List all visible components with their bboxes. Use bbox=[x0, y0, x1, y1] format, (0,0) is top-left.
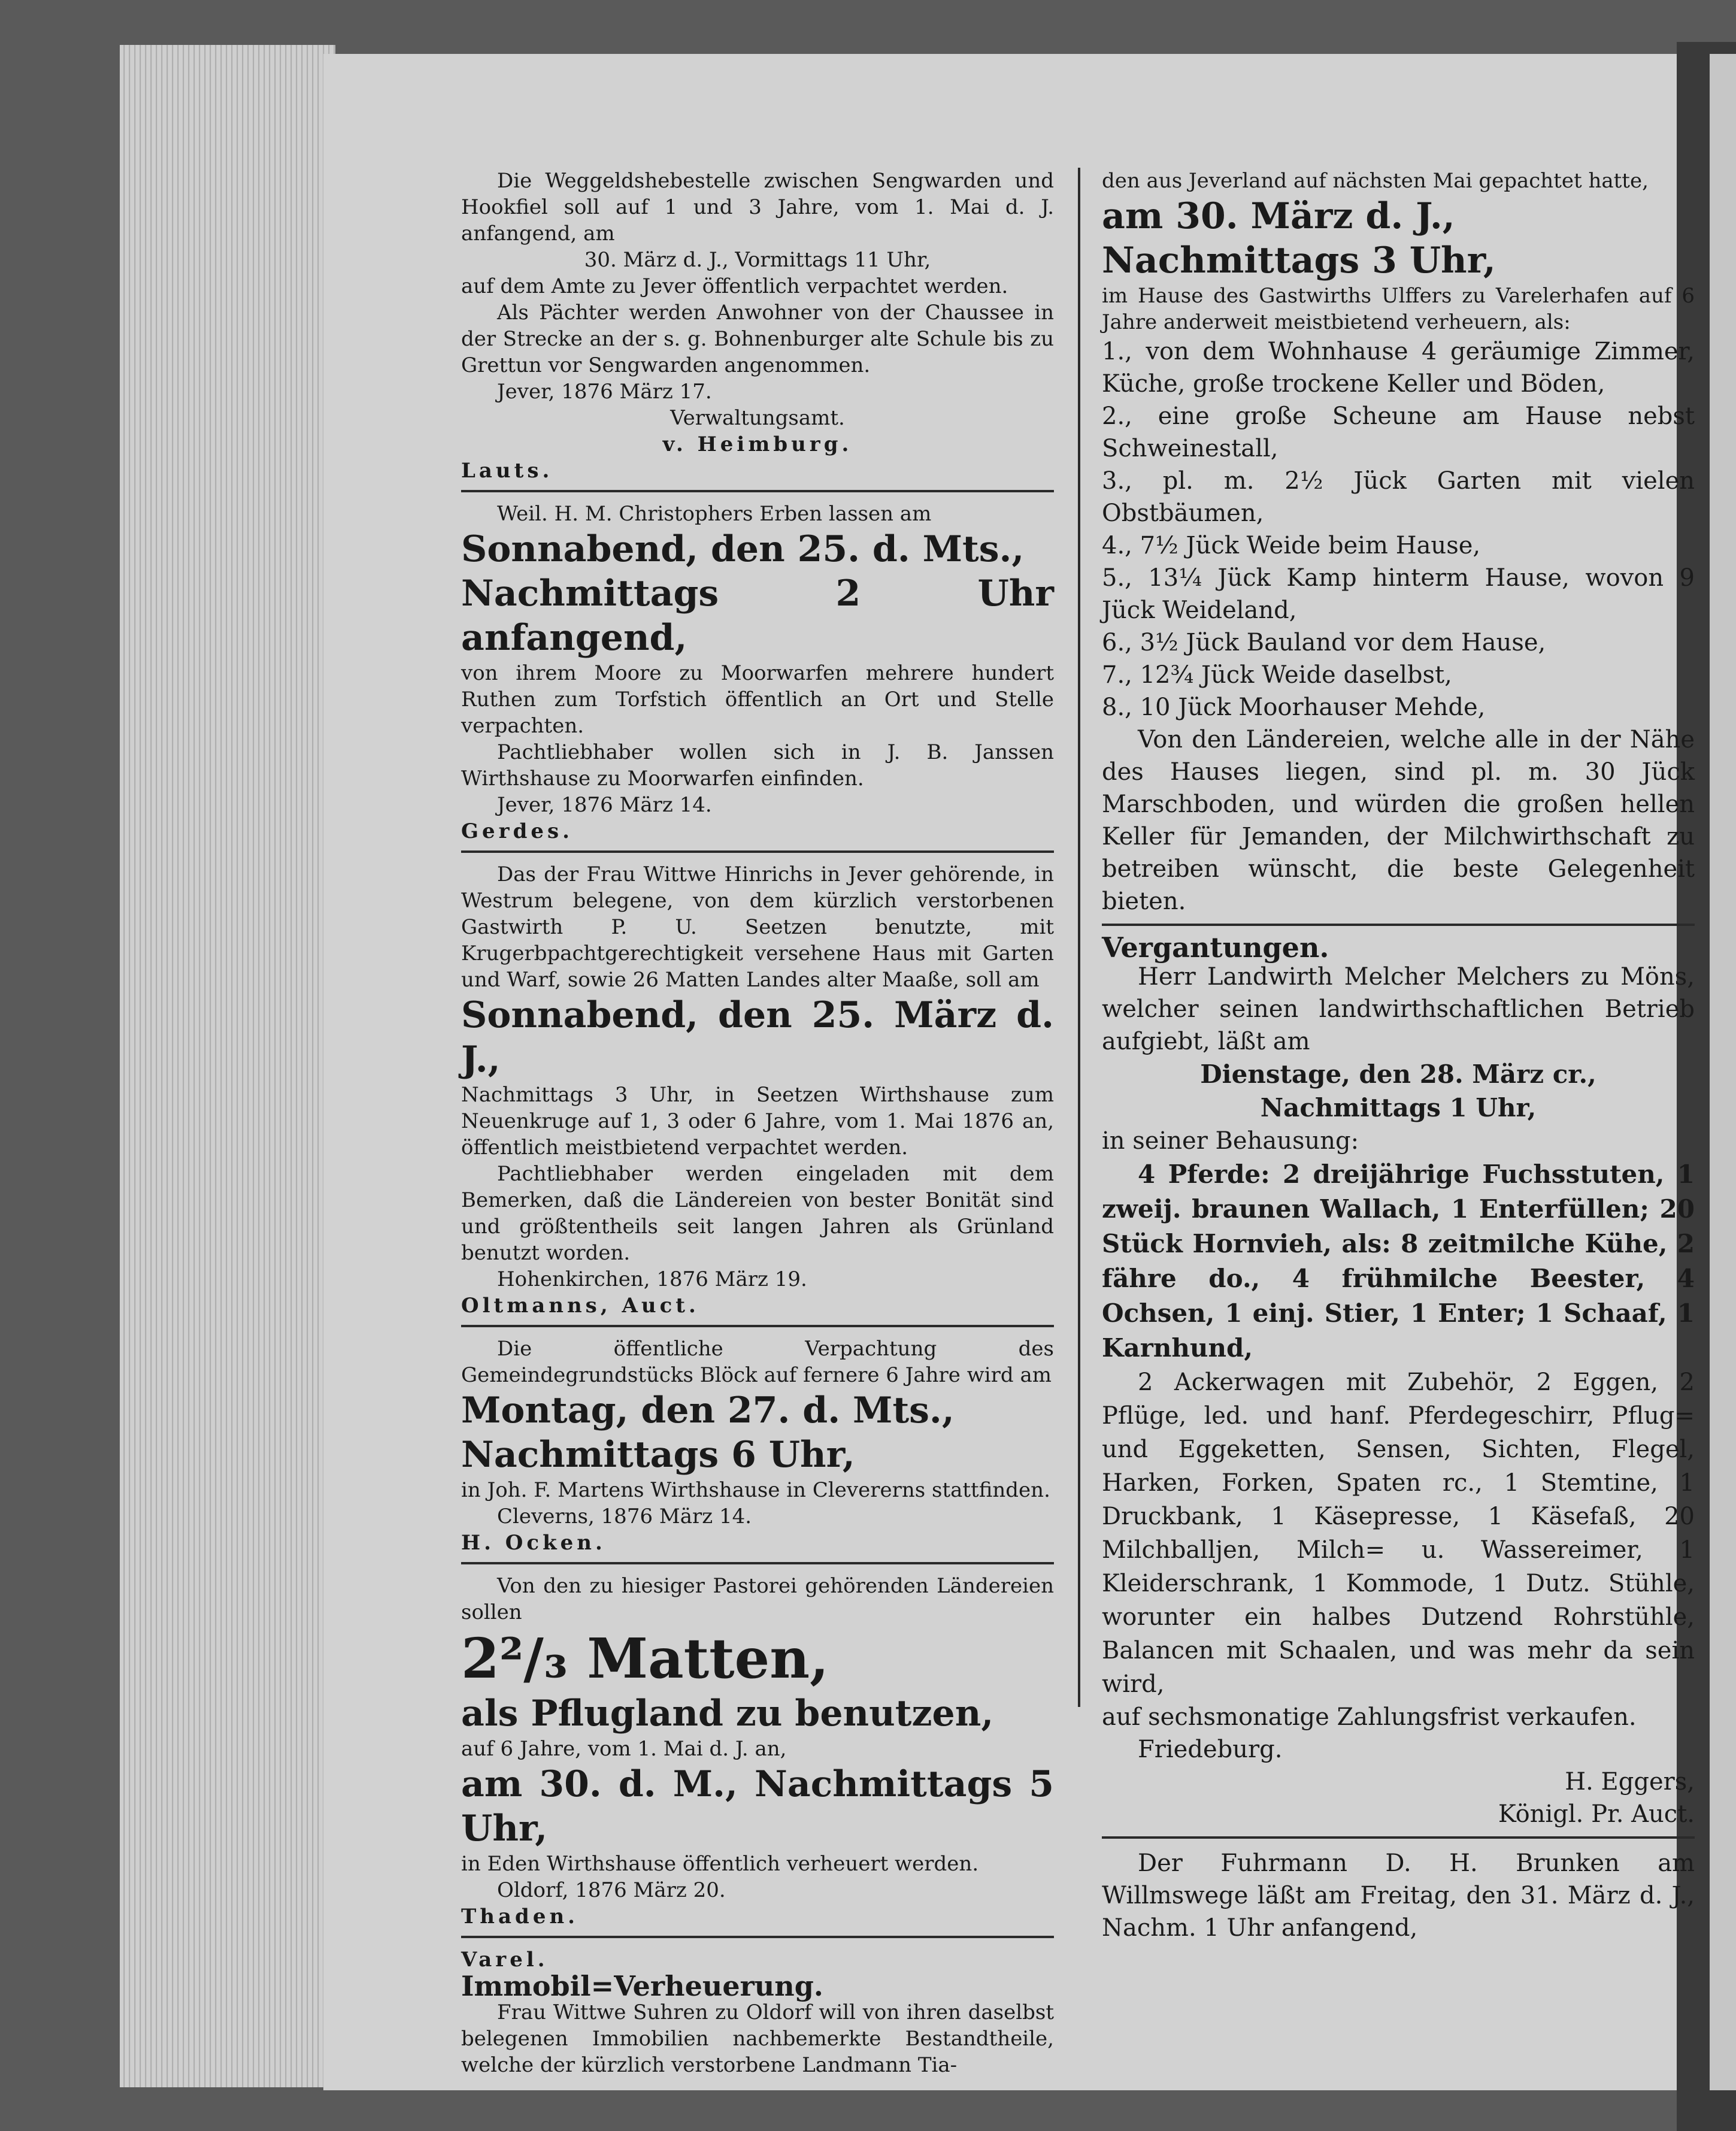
ad-body: von ihrem Moore zu Moorwarfen mehrere hundert Ruthen zum Torfstich öffentlich an Ort und Stelle verpachten. bbox=[461, 661, 1054, 738]
ad-body: Herr Landwirth Melcher Melchers zu Möns, welcher seinen landwirthschaftlichen Betrieb aufgiebt, läßt am bbox=[1102, 963, 1695, 1055]
list-item: 8., 10 Jück Moorhauser Mehde, bbox=[1102, 694, 1486, 721]
ad-big-date: Sonnabend, den 25. März d. J., bbox=[461, 994, 1054, 1080]
ad-signature: H. Eggers, bbox=[1565, 1768, 1695, 1796]
ad-body: Pachtliebhaber werden eingeladen mit dem Bemerken, daß die Ländereien von bester Bonität sind und größtentheils seit langen Jahren als Grünland benutzt worden. bbox=[461, 1162, 1054, 1265]
ad-date-line: 30. März d. J., Vormittags 11 Uhr, bbox=[584, 248, 931, 272]
ad-time: Nachmittags 1 Uhr, bbox=[1260, 1093, 1537, 1122]
ad-christophers bbox=[461, 501, 1054, 844]
ad-body: in Eden Wirthshause öffentlich verheuert werden. bbox=[461, 1852, 979, 1876]
section-heading: Vergantungen. bbox=[1102, 931, 1329, 964]
ad-signature: Oltmanns, Auct. bbox=[461, 1294, 699, 1318]
ad-big-date: Montag, den 27. d. Mts., bbox=[461, 1390, 955, 1431]
list-item: 2., eine große Scheune am Hause nebst Schweinestall, bbox=[1102, 402, 1695, 462]
ad-place: Varel. bbox=[461, 1948, 549, 1972]
ad-body: Von den Ländereien, welche alle in der Nähe des Hauses liegen, sind pl. m. 30 Jück Marschboden, und würden die großen hellen Keller für Jemanden, der Milchwirthschaft zu betreiben wünscht, die beste Gelegenheit bieten. bbox=[1102, 726, 1695, 915]
list-item: 5., 13¼ Jück Kamp hinterm Hause, wovon 9 Jück Weideland, bbox=[1102, 564, 1695, 624]
ad-big-time: Nachmittags 6 Uhr, bbox=[461, 1434, 855, 1476]
ad-body: Von den zu hiesiger Pastorei gehörenden Ländereien sollen bbox=[461, 1574, 1054, 1624]
ad-immobil bbox=[461, 1947, 1054, 2078]
ad-body: Frau Wittwe Suhren zu Oldorf will von ihren daselbst belegenen Immobilien nachbemerkte Bestandtheile, welche der kürzlich verstorbene Landmann Tia- bbox=[461, 2000, 1054, 2077]
ad-date: Dienstage, den 28. März cr., bbox=[1200, 1060, 1596, 1089]
ad-place-date: Cleverns, 1876 März 14. bbox=[497, 1505, 752, 1528]
ad-suhren-continued bbox=[1102, 168, 1695, 918]
ad-continuation: den aus Jeverland auf nächsten Mai gepachtet hatte, bbox=[1102, 169, 1649, 193]
column-divider bbox=[1078, 168, 1080, 1707]
ad-place-date: Jever, 1876 März 14. bbox=[497, 793, 712, 817]
ad-separator bbox=[1102, 1836, 1695, 1839]
ad-big-time: am 30. d. M., Nachmittags 5 Uhr, bbox=[461, 1763, 1054, 1850]
right-column bbox=[1102, 168, 1695, 1950]
ad-place-date: Oldorf, 1876 März 20. bbox=[497, 1878, 726, 1902]
ad-big-time: Nachmittags 3 Uhr, bbox=[1102, 240, 1496, 281]
ad-pastorei bbox=[461, 1573, 1054, 1930]
ad-big-date: Sonnabend, den 25. d. Mts., bbox=[461, 528, 1025, 570]
ad-signature: H. Ocken. bbox=[461, 1531, 606, 1555]
ad-brunken bbox=[1102, 1847, 1695, 1944]
ad-place: Friedeburg. bbox=[1138, 1736, 1283, 1763]
equipment-list: 2 Ackerwagen mit Zubehör, 2 Eggen, 2 Pflüge, led. und hanf. Pferdegeschirr, Pflug= und Eggeketten, Sensen, Sichten, Flegel, Harken, Forken, Spaten rc., 1 Stemtine, 1 Druckbank, 1 Käsepresse, 1 Käsefaß, 20 Milchballjen, Milch= u. Wassereimer, 1 Kleiderschrank, 1 Kommode, 1 Dutz. Stühle, worunter ein halbes Dutzend Rohrstühle, Balancen mit Schaalen, und was mehr da sein wird, bbox=[1102, 1369, 1695, 1698]
ad-body: Nachmittags 3 Uhr, in Seetzen Wirthshause zum Neuenkruge auf 1, 3 oder 6 Jahre, vom 1. Mai 1876 an, öffentlich meistbietend verpachtet werden. bbox=[461, 1083, 1054, 1160]
ad-signature-title: Königl. Pr. Auct. bbox=[1498, 1800, 1695, 1828]
ad-big-time: Nachmittags 2 Uhr anfangend, bbox=[461, 573, 1054, 659]
next-page-edge bbox=[1710, 54, 1736, 2090]
ad-heading: Immobil=Verheuerung. bbox=[461, 1970, 823, 2002]
list-item: 6., 3½ Jück Bauland vor dem Hause, bbox=[1102, 629, 1546, 656]
left-column bbox=[461, 168, 1054, 2084]
ad-body: auf 6 Jahre, vom 1. Mai d. J. an, bbox=[461, 1737, 787, 1761]
ad-signature: Lauts. bbox=[461, 459, 553, 483]
ad-separator bbox=[1102, 924, 1695, 926]
ad-body: Als Pächter werden Anwohner von der Chaussee in der Strecke an der s. g. Bohnenburger alte Schule bis zu Grettun vor Sengwarden angenommen. bbox=[461, 301, 1054, 377]
ad-huge-headline: 2²/₃ Matten, bbox=[461, 1626, 829, 1691]
list-item: 1., von dem Wohnhause 4 geräumige Zimmer, Küche, große trockene Keller und Böden, bbox=[1102, 338, 1695, 398]
ad-separator bbox=[461, 1325, 1054, 1327]
list-item: 3., pl. m. 2½ Jück Garten mit vielen Obstbäumen, bbox=[1102, 467, 1695, 527]
ad-body: in seiner Behausung: bbox=[1102, 1127, 1359, 1155]
ad-place-date: Hohenkirchen, 1876 März 19. bbox=[497, 1267, 807, 1291]
ad-body: Der Fuhrmann D. H. Brunken am Willmswege läßt am Freitag, den 31. März d. J., Nachm. 1 Uhr anfangend, bbox=[1102, 1850, 1695, 1942]
ad-separator bbox=[461, 1936, 1054, 1938]
ad-signature: v. Heimburg. bbox=[662, 432, 853, 456]
list-item: 4., 7½ Jück Weide beim Hause, bbox=[1102, 532, 1481, 559]
ad-place-date: Jever, 1876 März 17. bbox=[497, 380, 712, 404]
ad-big-headline: als Pflugland zu benutzen, bbox=[461, 1693, 994, 1735]
ad-office: Verwaltungsamt. bbox=[670, 406, 845, 430]
ad-body: auf sechsmonatige Zahlungsfrist verkaufen. bbox=[1102, 1703, 1637, 1731]
ad-intro: Weil. H. M. Christophers Erben lassen am bbox=[497, 502, 932, 526]
ad-gemeindegrund bbox=[461, 1336, 1054, 1556]
ad-body: Die öffentliche Verpachtung des Gemeindegrundstücks Blöck auf fernere 6 Jahre wird am bbox=[461, 1337, 1054, 1387]
livestock-list: 4 Pferde: 2 dreijährige Fuchsstuten, 1 zweij. braunen Wallach, 1 Enterfüllen; 20 Stück Hornvieh, als: 8 zeitmilche Kühe, 2 fähre do., 4 frühmilche Beester, 4 Ochsen, 1 einj. Stier, 1 Enter; 1 Schaaf, 1 Karnhund, bbox=[1102, 1160, 1695, 1363]
ad-body: Pachtliebhaber wollen sich in J. B. Janssen Wirthshause zu Moorwarfen einfinden. bbox=[461, 740, 1054, 791]
ad-separator bbox=[461, 490, 1054, 492]
ad-vergantungen bbox=[1102, 931, 1695, 1830]
ad-big-date: am 30. März d. J., bbox=[1102, 195, 1455, 237]
ad-body: im Hause des Gastwirths Ulffers zu Varelerhafen auf 6 Jahre anderweit meistbietend verheuern, als: bbox=[1102, 284, 1695, 334]
ad-weggeld bbox=[461, 168, 1054, 484]
ad-body: in Joh. F. Martens Wirthshause in Clevererns stattfinden. bbox=[461, 1478, 1050, 1502]
ad-separator bbox=[461, 1562, 1054, 1564]
ad-separator bbox=[461, 850, 1054, 853]
ad-body: Das der Frau Wittwe Hinrichs in Jever gehörende, in Westrum belegene, von dem kürzlich verstorbenen Gastwirth P. U. Seetzen benutzte, mit Krugerbpachtgerechtigkeit versehene Haus mit Garten und Warf, sowie 26 Matten Landes alter Maaße, soll am bbox=[461, 862, 1054, 992]
ad-body: auf dem Amte zu Jever öffentlich verpachtet werden. bbox=[461, 274, 1008, 298]
book-page-edges bbox=[120, 45, 335, 2087]
ad-signature: Gerdes. bbox=[461, 819, 573, 843]
list-item: 7., 12¾ Jück Weide daselbst, bbox=[1102, 661, 1452, 689]
ad-signature: Thaden. bbox=[461, 1905, 579, 1929]
ad-hinrichs bbox=[461, 861, 1054, 1319]
property-list bbox=[1102, 335, 1695, 724]
ad-body: Die Weggeldshebestelle zwischen Sengwarden und Hookfiel soll auf 1 und 3 Jahre, vom 1. Mai d. J. anfangend, am bbox=[461, 169, 1054, 246]
